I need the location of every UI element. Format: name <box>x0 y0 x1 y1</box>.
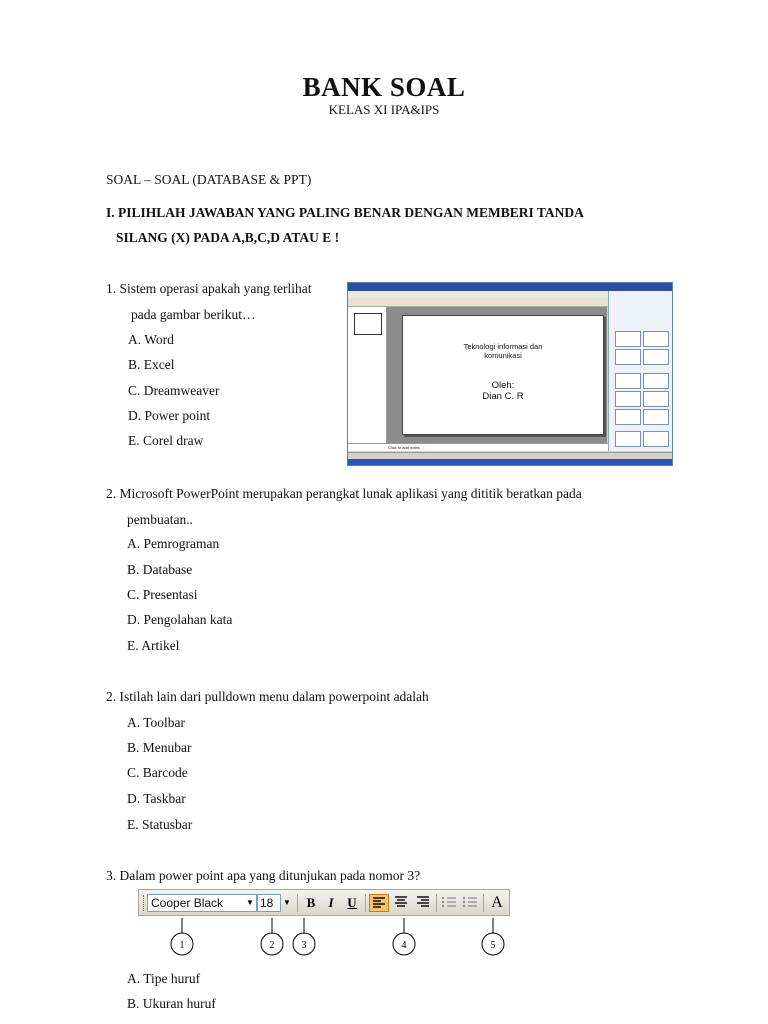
q2-option-a: A. Pemrograman <box>127 536 220 551</box>
bullets-icon <box>460 894 480 912</box>
instruction-line-1: I. PILIHLAH JAWABAN YANG PALING BENAR DENGAN MEMBERI TANDA <box>106 205 584 220</box>
q2-option-b: B. Database <box>127 562 193 577</box>
align-right-icon <box>413 894 433 912</box>
numbering-icon <box>439 894 459 912</box>
toolbar-separator <box>365 894 366 912</box>
toolbar-callouts <box>138 918 510 960</box>
ppt-slide-thumbnail <box>354 313 382 335</box>
ppt-slide-title-1: Teknologi informasi dan <box>463 342 543 351</box>
toolbar-separator <box>297 894 298 912</box>
ppt-slide-title-2: komunikasi <box>484 351 522 360</box>
callout-4: 4 <box>401 940 407 951</box>
italic-icon: I <box>328 895 334 910</box>
ppt-slides-pane <box>348 307 387 447</box>
q2-option-c: C. Presentasi <box>127 587 198 602</box>
ppt-slide-author: Dian C. R <box>482 391 524 402</box>
q4-option-a: A. Tipe huruf <box>127 971 201 986</box>
q1-option-a: A. Word <box>128 332 174 347</box>
ppt-layout-thumb <box>615 349 641 365</box>
ppt-layout-thumb <box>615 409 641 425</box>
grow-font-icon: A <box>491 894 503 911</box>
q3-option-a: A. Toolbar <box>127 715 186 730</box>
q1-text-line-2: pada gambar berikut… <box>131 307 256 322</box>
font-name-box: Cooper Black <box>147 894 257 912</box>
powerpoint-screenshot <box>347 282 673 466</box>
callout-1: 1 <box>179 940 185 951</box>
section-heading: SOAL – SOAL (DATABASE & PPT) <box>106 172 312 187</box>
align-center-icon <box>391 894 411 912</box>
q2-option-d: D. Pengolahan kata <box>127 612 233 627</box>
windows-taskbar <box>348 459 672 465</box>
align-left-icon <box>369 894 389 912</box>
page-subtitle: KELAS XI IPA&IPS <box>328 102 440 117</box>
q1-option-e: E. Corel draw <box>128 433 204 448</box>
q3-option-e: E. Statusbar <box>127 817 193 832</box>
formatting-toolbar-image <box>138 889 510 916</box>
q4-text-line-1: 3. Dalam power point apa yang ditunjukan pada nomor 3? <box>106 868 421 883</box>
underline-icon: U <box>347 895 357 910</box>
chevron-down-icon: ▼ <box>246 898 254 907</box>
toolbar-separator <box>483 894 484 912</box>
ppt-layout-thumb <box>643 431 669 447</box>
bold-icon: B <box>306 895 316 910</box>
q3-option-c: C. Barcode <box>127 765 188 780</box>
callout-3: 3 <box>301 940 307 951</box>
ppt-layout-thumb <box>615 431 641 447</box>
ppt-status-bar <box>348 452 672 459</box>
ppt-title-bar <box>348 283 672 291</box>
ppt-layout-thumb <box>643 373 669 389</box>
q2-text-line-2: pembuatan.. <box>127 512 193 527</box>
q3-text-line-1: 2. Istilah lain dari pulldown menu dalam powerpoint adalah <box>106 689 429 704</box>
ppt-slide-by: Oleh: <box>491 380 515 391</box>
ppt-layout-thumb <box>615 331 641 347</box>
q1-option-b: B. Excel <box>128 357 175 372</box>
q3-option-b: B. Menubar <box>127 740 192 755</box>
q1-text-line-1: 1. Sistem operasi apakah yang terlihat <box>106 281 312 296</box>
q1-option-d: D. Power point <box>128 408 211 423</box>
q1-option-c: C. Dreamweaver <box>128 383 220 398</box>
ppt-notes-pane: Click to add notes <box>348 443 608 451</box>
font-size-box: 18 <box>257 894 281 912</box>
q3-option-d: D. Taskbar <box>127 791 186 806</box>
q2-option-e: E. Artikel <box>127 638 180 653</box>
ppt-layout-thumb <box>643 331 669 347</box>
ppt-layout-thumb <box>615 373 641 389</box>
instruction-line-2: SILANG (X) PADA A,B,C,D ATAU E ! <box>116 230 340 245</box>
ppt-layout-thumb <box>643 409 669 425</box>
toolbar-separator <box>436 894 437 912</box>
callout-2: 2 <box>269 940 275 951</box>
q2-text-line-1: 2. Microsoft PowerPoint merupakan perangkat lunak aplikasi yang dititik beratkan pada <box>106 486 582 501</box>
ppt-slide <box>402 315 604 435</box>
ppt-layout-thumb <box>643 349 669 365</box>
chevron-down-icon: ▼ <box>283 898 291 907</box>
callout-5: 5 <box>490 940 496 951</box>
page-title: BANK SOAL <box>302 72 466 102</box>
ppt-task-pane <box>608 291 673 451</box>
ppt-layout-thumb <box>615 391 641 407</box>
ppt-layout-thumb <box>643 391 669 407</box>
q4-option-b: B. Ukuran huruf <box>127 996 216 1011</box>
